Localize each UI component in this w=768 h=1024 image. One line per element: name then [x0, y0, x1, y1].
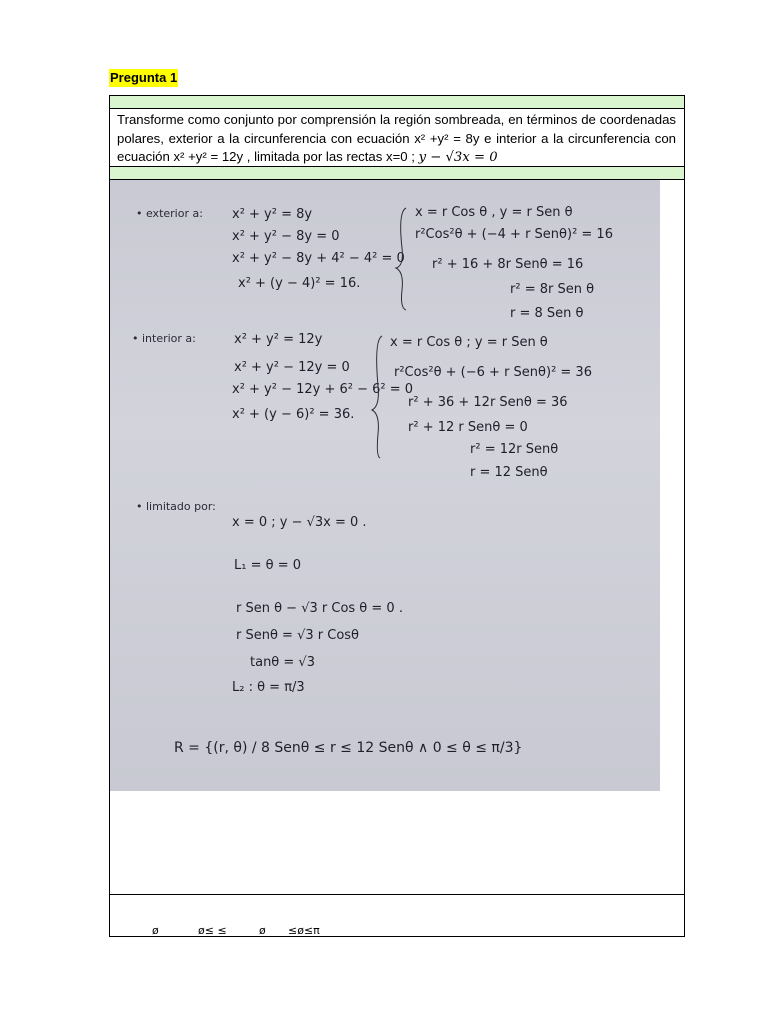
footer-symbol-4: ≤ø≤π: [288, 924, 320, 937]
header-band: [110, 96, 684, 109]
int-right-4: r² + 12 r Senθ = 0: [408, 420, 528, 435]
int-right-1: x = r Cos θ ; y = r Sen θ: [390, 335, 548, 350]
int-right-5: r² = 12r Senθ: [470, 442, 559, 457]
ext-right-3: r² + 16 + 8r Senθ = 16: [432, 257, 584, 272]
ext-left-4: x² + (y − 4)² = 16.: [238, 276, 361, 291]
int-right-2: r²Cos²θ + (−6 + r Senθ)² = 36: [394, 365, 592, 380]
label-limitado: • limitado por:: [136, 500, 216, 513]
int-left-4: x² + (y − 6)² = 36.: [232, 407, 355, 422]
question-body: Transforme como conjunto por comprensión la región sombreada, en términos de coordenadas polares, exterior a la circunferencia con ecuación x² +y² = 8y e interior a la circunferencia con ecuación x² +y² = 12y , limitada por las rectas x=0 ;: [117, 112, 676, 164]
question-title: Pregunta 1: [110, 70, 178, 85]
separator-band: [110, 166, 684, 180]
question-math: y − √3x = 0: [418, 150, 498, 165]
handwriting-canvas: [110, 180, 660, 791]
ext-right-1: x = r Cos θ , y = r Sen θ: [415, 205, 573, 220]
int-left-3: x² + y² − 12y + 6² − 6² = 0: [232, 382, 414, 397]
lim-1: x = 0 ; y − √3x = 0 .: [232, 515, 367, 530]
footer-symbol-1: ø: [152, 924, 159, 937]
ext-right-5: r = 8 Sen θ: [510, 306, 584, 321]
int-left-2: x² + y² − 12y = 0: [234, 360, 350, 375]
brace-2: [372, 336, 382, 458]
lim-6: L₂ : θ = π/3: [232, 680, 305, 695]
handwritten-solution-photo: [110, 180, 660, 791]
answer-table: [109, 95, 685, 937]
label-exterior: • exterior a:: [136, 207, 203, 220]
question-text: [117, 111, 676, 168]
ext-left-2: x² + y² − 8y = 0: [232, 229, 340, 244]
int-right-6: r = 12 Senθ: [470, 465, 548, 480]
int-left-1: x² + y² = 12y: [234, 332, 323, 347]
lim-2: L₁ = θ = 0: [234, 558, 301, 573]
lim-3: r Sen θ − √3 r Cos θ = 0 .: [236, 601, 403, 616]
ext-right-4: r² = 8r Sen θ: [510, 282, 595, 297]
int-right-3: r² + 36 + 12r Senθ = 36: [408, 395, 568, 410]
ext-left-3: x² + y² − 8y + 4² − 4² = 0: [232, 251, 405, 266]
footer-symbol-2: ø≤ ≤: [198, 924, 227, 937]
footer-divider: [110, 894, 684, 895]
lim-5: tanθ = √3: [250, 655, 315, 670]
lim-4: r Senθ = √3 r Cosθ: [236, 628, 359, 643]
footer-symbol-3: ø: [259, 924, 266, 937]
ext-left-1: x² + y² = 8y: [232, 207, 313, 222]
ext-right-2: r²Cos²θ + (−4 + r Senθ)² = 16: [415, 227, 613, 242]
label-interior: • interior a:: [132, 332, 196, 345]
result-set: R = {(r, θ) / 8 Senθ ≤ r ≤ 12 Senθ ∧ 0 ≤ θ ≤ π/3}: [174, 740, 523, 756]
